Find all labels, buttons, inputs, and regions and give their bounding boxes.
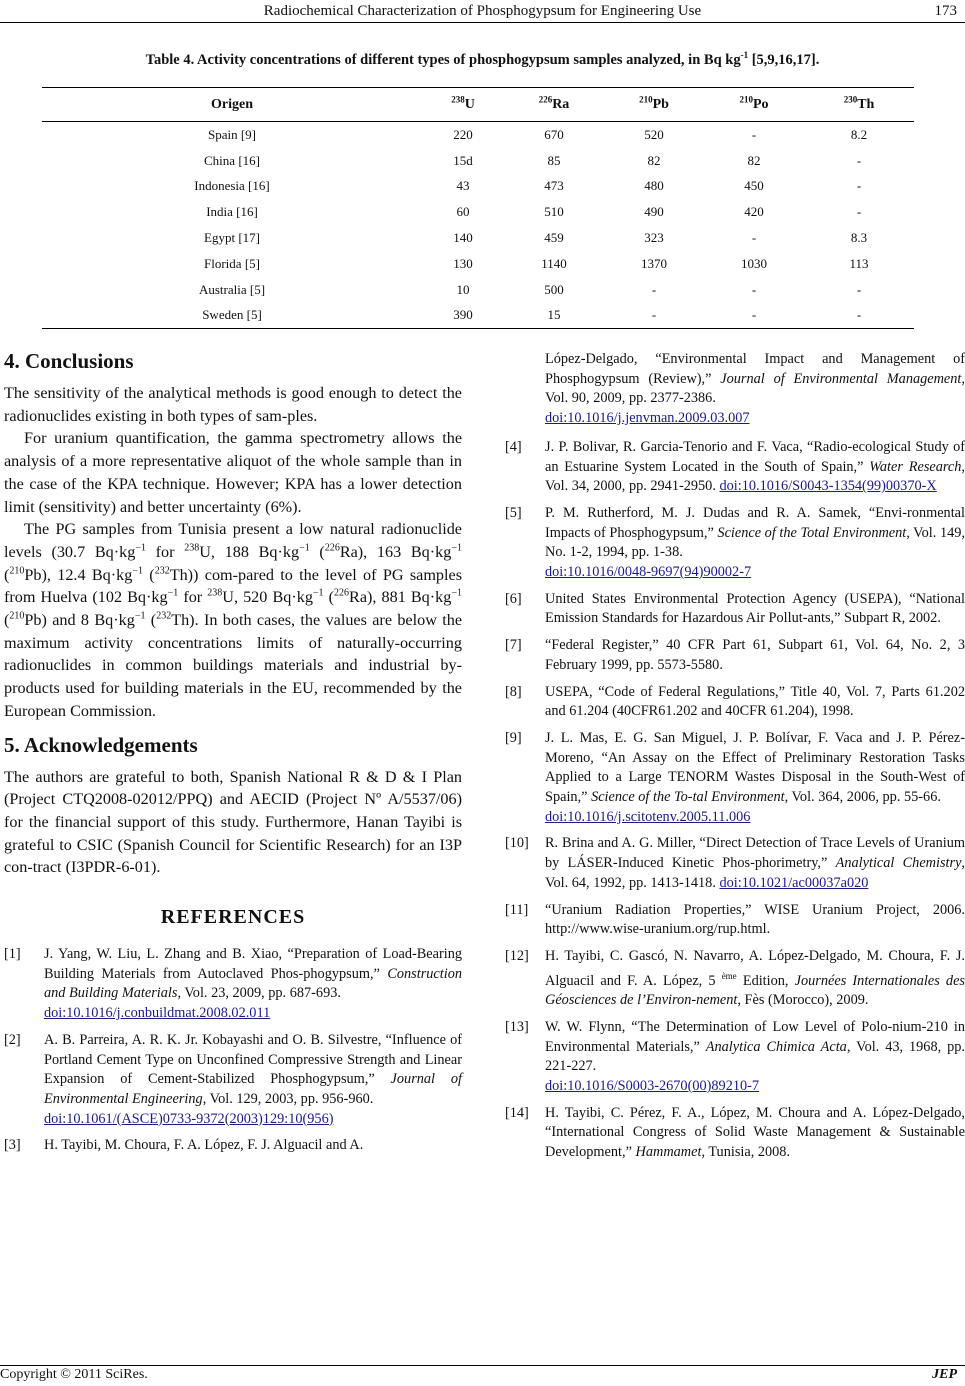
paragraph-fragment: for: [178, 588, 208, 607]
table-cell-value: 43: [456, 178, 470, 194]
superscript: −1: [451, 542, 462, 554]
table-row: [42, 225, 914, 251]
table-cell-value: 490: [644, 204, 664, 220]
table-cell-value: 670: [544, 126, 564, 142]
reference-3: [3] H. Tayibi, M. Choura, F. A. López, F. J. Alguacil and A.: [4, 1137, 364, 1154]
table-cell-origin: India [16]: [206, 204, 258, 220]
reference-9: [9] J. L. Mas, E. G. San Miguel, J. P. Bolívar, F. Vaca and J. P. Pérez-Moreno, “An Assay on the Effect of Preliminary Restoration Tasks Applied to a Large TENORM Wastes Disposal in the South-West of Spain,” Science of the To-tal Environment, Vol. 364, 2006, pp. 55-66. doi:10.1016/j.scitotenv.2005.11.006: [505, 729, 965, 828]
col-header-th230: $^{230}$Th: [804, 88, 914, 122]
col-header-ra226: $^{226}$Ra: [504, 88, 604, 122]
reference-10: [10] R. Brina and A. G. Miller, “Direct Detection of Trace Levels of Uranium by LÁSER-Induced Kinetic Phos-phorimetry,” Analytical Chemistry, Vol. 64, 1992, pp. 1413-1418. doi:10.1021/ac00037a020: [505, 835, 965, 891]
table-cell-value: 450: [744, 178, 764, 194]
activity-table: [42, 87, 914, 329]
conclusions-paragraph-2: For uranium quantification, the gamma spectrometry allows the analysis of a more representative aliquot of the whole sample than in the case of the KPA technique. However; KPA has a lower detection limit (sensitivity) and better uncertainty (6%).: [4, 429, 462, 516]
superscript: 210: [9, 610, 25, 622]
paragraph-fragment: (: [309, 542, 325, 561]
superscript: −1: [167, 587, 179, 599]
acknowledgements-text: The authors are grateful to both, Spanish National R & D & I Plan (Project CTQ2008-02012/PPQ) and AECID (Project Nº A/5537/06) for the financial support of this study. Furthermore, Hanan Tayibi is grateful to CSIC (Spanish Council for Scientific Research) for an I3P con-tract (I3PDR-6-01).: [4, 767, 462, 877]
reference-2: [2] A. B. Parreira, A. R. K. Jr. Kobayashi and O. B. Silvestre, “Influence of Portland Cement Type on Unconfined Compressive Strength and Linear Expansion of Cement-Stabilized Phosphogypsum,” Journal of Environmental Engineering, Vol. 129, 2003, pp. 956-960. doi:10.1061/(ASCE)0733-9372(2003)129:10(956): [4, 1031, 462, 1130]
table-row: [42, 251, 914, 277]
paragraph-fragment: Th)) com-pared to the level of PG samples from Huelva (102 Bq·kg: [4, 565, 462, 607]
table-cell-value: 130: [453, 255, 473, 271]
right-column: [505, 350, 965, 1170]
reference-2-doi-link[interactable]: doi:10.1061/(ASCE)0733-9372(2003)129:10(956): [44, 1110, 334, 1127]
table-cell-value: 500: [544, 281, 564, 297]
paragraph-fragment: Ra), 881 Bq·kg: [349, 588, 452, 607]
col-header-po210: $^{210}$Po: [704, 88, 804, 122]
conclusions-paragraph-3: [4, 518, 462, 722]
superscript: −1: [451, 587, 462, 599]
paragraph-fragment: U, 520 Bq·kg: [222, 588, 313, 607]
reference-13: [13] W. W. Flynn, “The Determination of Low Level of Polo-nium-210 in Environmental Materials,” Analytica Chimica Acta, Vol. 43, 1968, pp. 221-227. doi:10.1016/S0003-2670(00)89210-7: [505, 1018, 965, 1097]
reference-5-doi-link[interactable]: doi:10.1016/0048-9697(94)90002-7: [545, 564, 752, 581]
reference-4: [4] J. P. Bolivar, R. Garcia-Tenorio and F. Vaca, “Radio-ecological Study of an Estuarine System Located in the South of Spain,” Water Research, Vol. 34, 2000, pp. 2941-2950. doi:10.1016/S0043-1354(99)00370-X: [505, 438, 965, 495]
table-cell-value: 82: [747, 152, 761, 168]
table-cell-value: 60: [456, 204, 470, 220]
acknowledgements-heading: 5. Acknowledgements: [4, 732, 198, 757]
reference-5: [5] P. M. Rutherford, M. J. Dudas and R. A. Samek, “Envi-ronmental Impacts of Phosphogypsum,” Science of the Total Environment, Vol. 149, No. 1-2, 1994, pp. 1-38. doi:10.1016/0048-9697(94)90002-7: [505, 504, 965, 583]
paragraph-fragment: (: [145, 611, 157, 630]
running-title: Radiochemical Characterization of Phosphogypsum for Engineering Use: [263, 3, 702, 19]
table-cell-value: -: [856, 152, 862, 168]
table-cell-value: 82: [647, 152, 661, 168]
table-cell-origin: Indonesia [16]: [194, 178, 270, 194]
table-cell-value: 473: [544, 178, 564, 194]
reference-9-doi-link[interactable]: doi:10.1016/j.scitotenv.2005.11.006: [545, 808, 751, 825]
reference-7: [7] “Federal Register,” 40 CFR Part 61, Subpart 61, Vol. 64, No. 2, 3 February 1999, pp. 5573-5580.: [505, 637, 965, 673]
paragraph-fragment: (: [323, 588, 335, 607]
reference-3-doi-link[interactable]: doi:10.1016/j.jenvman.2009.03.007: [545, 410, 750, 427]
table-cell-value: -: [751, 281, 757, 297]
copyright-text: Copyright © 2011 SciRes.: [0, 1367, 148, 1382]
table-cell-value: 1140: [541, 255, 567, 271]
table-row: [42, 174, 914, 200]
table-cell-value: 113: [849, 255, 869, 271]
table-cell-value: 1370: [641, 255, 667, 271]
reference-1-doi-link[interactable]: doi:10.1016/j.conbuildmat.2008.02.011: [44, 1005, 271, 1022]
table-caption-refs: [5,9,16,17].: [748, 52, 820, 68]
table-cell-origin: Australia [5]: [198, 281, 266, 297]
table-cell-origin: China [16]: [204, 152, 260, 168]
paragraph-fragment: Pb) and 8 Bq·kg: [24, 611, 135, 630]
paragraph-fragment: Pb), 12.4 Bq·kg: [24, 565, 133, 584]
superscript: 210: [9, 565, 25, 577]
table-cell-value: 15: [504, 303, 604, 329]
table-header-row: [42, 88, 914, 122]
references-heading: REFERENCES: [160, 906, 306, 929]
paragraph-fragment: (: [4, 611, 10, 630]
table-caption-sup: -1: [740, 50, 749, 61]
table-cell-value: 220: [453, 126, 473, 142]
footer-rule: [0, 1365, 965, 1366]
table-cell-value: 520: [644, 126, 664, 142]
reference-8: [8] USEPA, “Code of Federal Regulations,” Title 40, Vol. 7, Parts 61.202 and 61.204 (40CFR61.202 and 40CFR 61.204), 1998.: [505, 683, 965, 720]
table-cell-value: 323: [644, 230, 664, 246]
conclusions-paragraph-1: The sensitivity of the analytical methods is good enough to detect the radionuclides existing in both types of sam-ples.: [4, 384, 462, 425]
paragraph-fragment: Ra), 163 Bq·kg: [339, 542, 452, 561]
paragraph-fragment: for: [145, 542, 185, 561]
table-row: [42, 303, 914, 329]
superscript: −1: [312, 587, 324, 599]
table-cell-value: -: [751, 126, 757, 142]
table-cell-value: 459: [544, 230, 564, 246]
paragraph-fragment: U, 188 Bq·kg: [199, 542, 300, 561]
reference-6: [6] United States Environmental Protection Agency (USEPA), “National Emission Standards for Hazardous Air Pollut-ants,” Subpart R, 2002.: [505, 590, 965, 627]
table-cell-value: 8.2: [850, 126, 868, 142]
table-cell-value: 8.3: [850, 230, 868, 246]
superscript: 238: [207, 587, 223, 599]
table-cell-value: 480: [644, 178, 664, 194]
superscript: 226: [324, 542, 340, 554]
superscript: 232: [156, 610, 172, 622]
table-cell-value: 85: [547, 152, 561, 168]
table-cell-value: 390: [422, 303, 504, 329]
table-cell-value: -: [704, 303, 804, 329]
journal-abbrev: JEP: [932, 1367, 957, 1382]
paragraph-fragment: The PG samples from Tunisia present a low natural radionuclide levels (30.7 Bq·kg: [4, 520, 462, 561]
superscript: −1: [299, 542, 310, 554]
table-cell-value: 1030: [741, 255, 767, 271]
table-cell-value: -: [856, 178, 862, 194]
table-row: [42, 199, 914, 225]
table-row: [42, 148, 914, 174]
superscript: 238: [184, 542, 200, 554]
paragraph-fragment: (: [4, 565, 10, 584]
superscript: −1: [134, 610, 146, 622]
table-row: [42, 122, 914, 148]
table-cell-value: -: [604, 303, 704, 329]
conclusions-heading: 4. Conclusions: [4, 349, 134, 373]
table-cell-value: -: [651, 281, 657, 297]
reference-4-doi-link[interactable]: doi:10.1016/S0043-1354(99)00370-X: [719, 478, 937, 495]
page-number: 173: [934, 3, 957, 19]
table-cell-value: -: [856, 204, 862, 220]
table-cell-value: 15d: [453, 152, 473, 168]
paragraph-fragment: (: [142, 565, 155, 584]
table-cell-origin: Egypt [17]: [204, 230, 260, 246]
table-cell-value: 10: [456, 281, 470, 297]
running-header: [0, 0, 965, 24]
reference-3-continued: López-Delgado, “Environmental Impact and Management of Phosphogypsum (Review),” Journal of Environmental Management, Vol. 90, 2009, pp. 2377-2386. doi:10.1016/j.jenvman.2009.03.007: [505, 350, 965, 429]
col-header-u238: $^{238}$U: [422, 88, 504, 122]
superscript: 226: [334, 587, 350, 599]
left-column: [4, 348, 462, 1163]
superscript: −1: [135, 542, 146, 554]
superscript: −1: [132, 565, 143, 577]
table-cell-value: 510: [544, 204, 564, 220]
table-cell-origin: Sweden [5]: [42, 303, 422, 329]
superscript: 232: [154, 565, 170, 577]
table-cell-value: -: [751, 230, 757, 246]
reference-14: [14] H. Tayibi, C. Pérez, F. A., López, M. Choura and A. López-Delgado, “International Congress of Solid Waste Management & Sustainable Development,” Hammamet, Tunisia, 2008.: [505, 1104, 965, 1161]
reference-11: [11] “Uranium Radiation Properties,” WISE Uranium Project, 2006. http://www.wise-uranium.org/rup.html.: [505, 901, 965, 938]
reference-13-doi-link[interactable]: doi:10.1016/S0003-2670(00)89210-7: [545, 1077, 760, 1094]
table-caption: [40, 52, 925, 69]
table-cell-value: 140: [453, 230, 473, 246]
reference-10-doi-link[interactable]: doi:10.1021/ac00037a020: [719, 874, 869, 891]
table-cell-value: -: [804, 303, 914, 329]
table-cell-origin: Spain [9]: [207, 126, 257, 142]
col-header-origen: Origen: [42, 88, 422, 122]
table-cell-value: -: [856, 281, 862, 297]
table-caption-text: Table 4. Activity concentrations of different types of phosphogypsum samples analyzed, in Bq kg: [145, 52, 741, 68]
paragraph-fragment: Th). In both cases, the values are below the maximum activity concentrations limits of naturally-occurring radionuclides in common buildings materials and industrial by-products used for building materials in the EU, recommended by the European Commission.: [4, 611, 463, 720]
table-cell-origin: Florida [5]: [204, 255, 260, 271]
reference-12: [12] H. Tayibi, C. Gascó, N. Navarro, A. López-Delgado, M. Choura, F. J. Alguacil and F. A. López, 5 $^{ème}$ Edition, Journées Internationales des Géosciences de l’Environ-nement, Fès (Morocco), 2009.: [505, 947, 965, 1009]
reference-1: [1] J. Yang, W. Liu, L. Zhang and B. Xiao, “Preparation of Load-Bearing Building Materials from Autoclaved Phos-phogypsum,” Construction and Building Materials, Vol. 23, 2009, pp. 687-693. doi:10.1016/j.conbuildmat.2008.02.011: [4, 945, 462, 1024]
col-header-pb210: $^{210}$Pb: [604, 88, 704, 122]
header-rule: [0, 22, 965, 23]
table-cell-value: 420: [744, 204, 764, 220]
table-row: [42, 277, 914, 303]
